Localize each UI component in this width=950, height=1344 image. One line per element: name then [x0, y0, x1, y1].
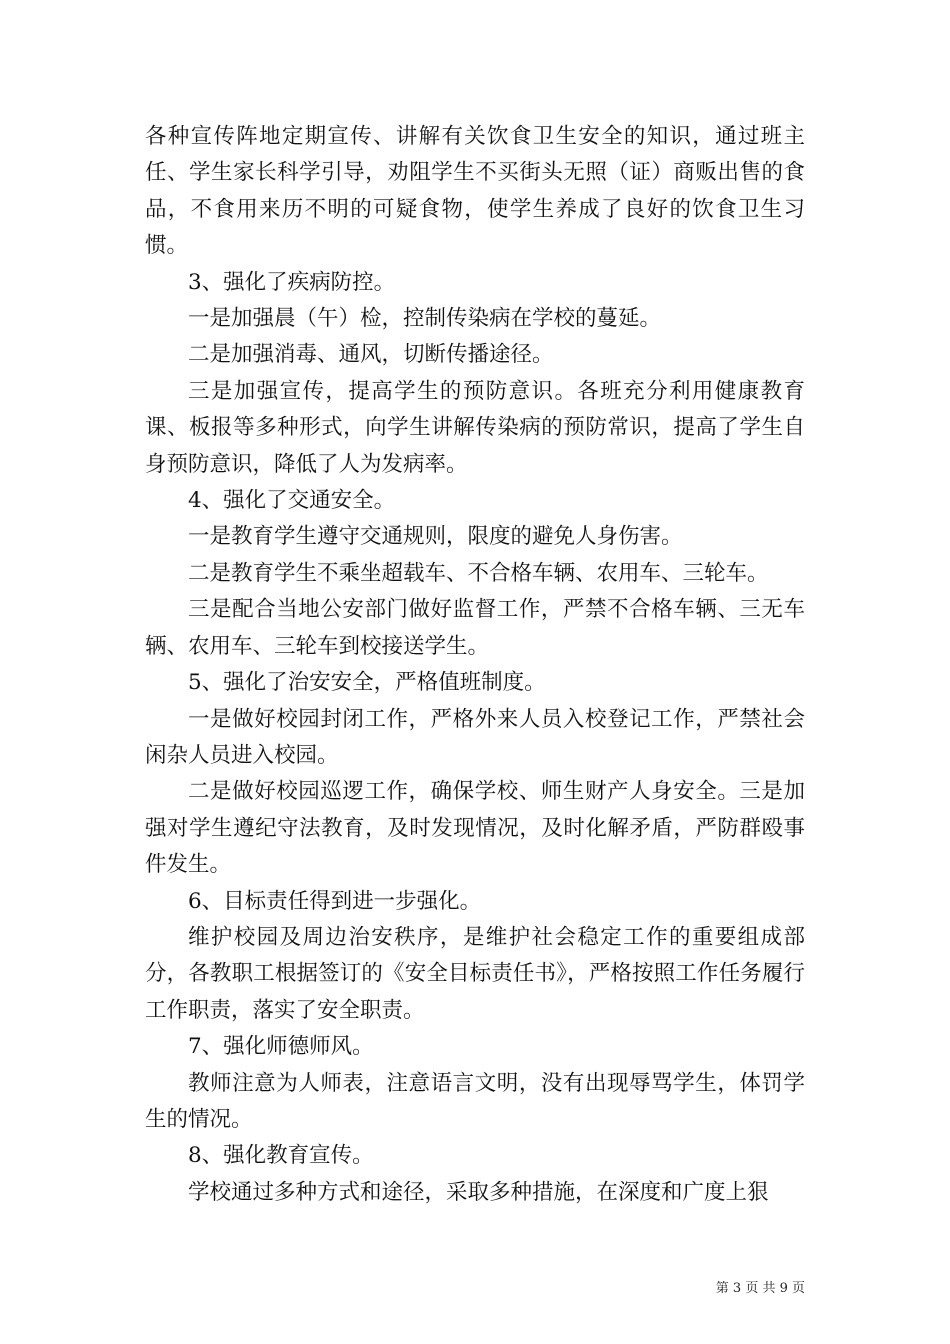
- paragraph: 学校通过多种方式和途径，采取多种措施，在深度和广度上狠: [188, 1179, 769, 1205]
- document-body: [145, 119, 805, 1211]
- paragraph: 二是教育学生不乘坐超载车、不合格车辆、农用车、三轮车。: [188, 560, 769, 586]
- paragraph: 4、强化了交通安全。: [188, 488, 396, 514]
- paragraph: 维护校园及周边治安秩序，是维护社会稳定工作的重要组成部分，各教职工根据签订的《安全目标责任书》，严格按照工作任务履行工作职责，落实了安全职责。: [145, 924, 805, 1023]
- paragraph: 6、目标责任得到进一步强化。: [188, 888, 482, 914]
- paragraph: 一是教育学生遵守交通规则，限度的避免人身伤害。: [188, 524, 683, 550]
- paragraph: 三是加强宣传，提高学生的预防意识。各班充分利用健康教育课、板报等多种形式，向学生讲解传染病的预防常识，提高了学生自身预防意识，降低了人为发病率。: [145, 378, 805, 477]
- paragraph: 一是加强晨（午）检，控制传染病在学校的蔓延。: [188, 306, 662, 332]
- page-number: 第 3 页 共 9 页: [715, 1281, 805, 1296]
- paragraph: 二是做好校园巡逻工作，确保学校、师生财产人身安全。三是加强对学生遵纪守法教育，及时发现情况，及时化解矛盾，严防群殴事件发生。: [145, 779, 805, 878]
- paragraph: 二是加强消毒、通风，切断传播途径。: [188, 342, 554, 368]
- paragraph: 各种宣传阵地定期宣传、讲解有关饮食卫生安全的知识，通过班主任、学生家长科学引导，劝阻学生不买街头无照（证）商贩出售的食品，不食用来历不明的可疑食物，使学生养成了良好的饮食卫生习惯。: [145, 124, 805, 259]
- paragraph: 8、强化教育宣传。: [188, 1143, 374, 1169]
- paragraph: 7、强化师德师风。: [188, 1034, 374, 1060]
- paragraph: 一是做好校园封闭工作，严格外来人员入校登记工作，严禁社会闲杂人员进入校园。: [145, 706, 805, 768]
- paragraph: 三是配合当地公安部门做好监督工作，严禁不合格车辆、三无车辆、农用车、三轮车到校接送学生。: [145, 597, 805, 659]
- paragraph: 教师注意为人师表，注意语言文明，没有出现辱骂学生，体罚学生的情况。: [145, 1070, 805, 1132]
- paragraph: 3、强化了疾病防控。: [188, 269, 396, 295]
- paragraph: 5、强化了治安安全，严格值班制度。: [188, 670, 546, 696]
